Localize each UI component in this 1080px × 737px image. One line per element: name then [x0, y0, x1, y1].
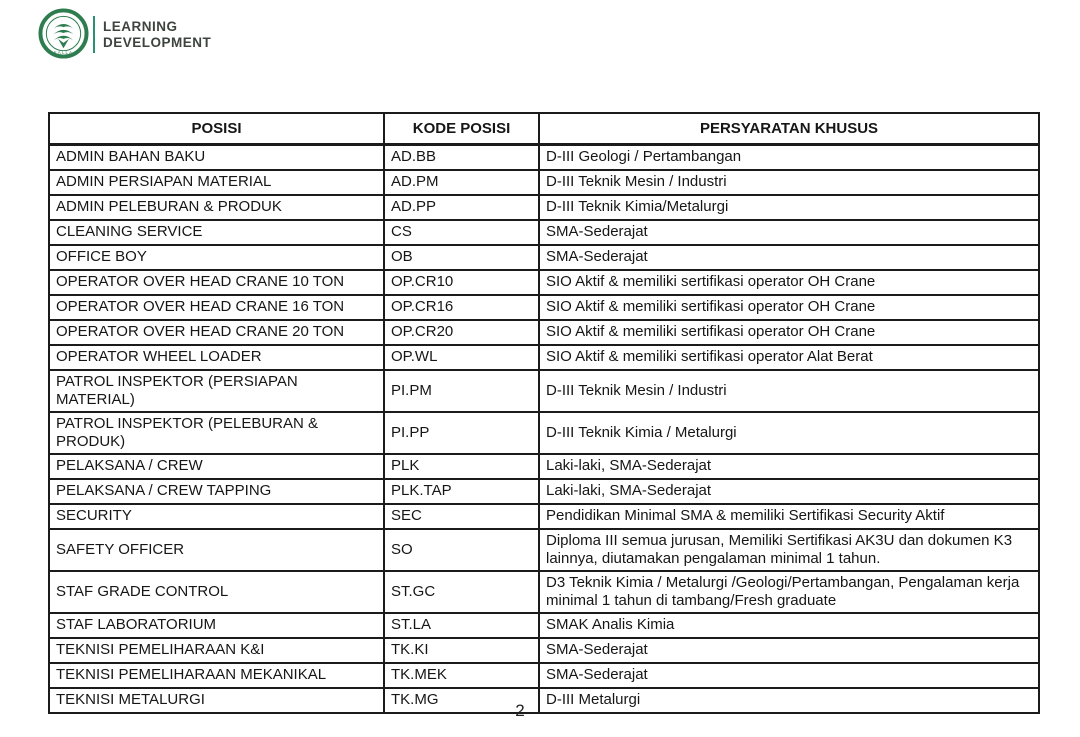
- cell-posisi: OPERATOR OVER HEAD CRANE 20 TON: [49, 320, 384, 345]
- cell-persyaratan-khusus: SMA-Sederajat: [539, 220, 1039, 245]
- cell-kode-posisi: PI.PP: [384, 412, 539, 454]
- cell-kode-posisi: PLK: [384, 454, 539, 479]
- cell-posisi: OPERATOR OVER HEAD CRANE 10 TON: [49, 270, 384, 295]
- cell-kode-posisi: OP.CR10: [384, 270, 539, 295]
- table-row: [49, 479, 1039, 504]
- cell-persyaratan-khusus: SIO Aktif & memiliki sertifikasi operator OH Crane: [539, 320, 1039, 345]
- cell-posisi: SECURITY: [49, 504, 384, 529]
- cell-kode-posisi: TK.KI: [384, 638, 539, 663]
- cell-posisi: PELAKSANA / CREW TAPPING: [49, 479, 384, 504]
- table-row: [49, 245, 1039, 270]
- cell-posisi: TEKNISI PEMELIHARAAN MEKANIKAL: [49, 663, 384, 688]
- table-row: [49, 613, 1039, 638]
- table-row: [49, 638, 1039, 663]
- page-number: 2: [515, 701, 525, 720]
- cell-kode-posisi: SO: [384, 529, 539, 571]
- table-row: [49, 170, 1039, 195]
- table-row: [49, 220, 1039, 245]
- cell-posisi: OPERATOR WHEEL LOADER: [49, 345, 384, 370]
- table-row: [49, 454, 1039, 479]
- table-row: [49, 195, 1039, 220]
- cell-kode-posisi: TK.MG: [384, 688, 539, 713]
- brand-title-line1: LEARNING: [103, 19, 178, 34]
- table-row: [49, 529, 1039, 571]
- positions-table: [48, 112, 1040, 714]
- cell-kode-posisi: OB: [384, 245, 539, 270]
- cell-kode-posisi: OP.CR20: [384, 320, 539, 345]
- cell-kode-posisi: AD.PM: [384, 170, 539, 195]
- table-row: [49, 270, 1039, 295]
- cell-posisi: OPERATOR OVER HEAD CRANE 16 TON: [49, 295, 384, 320]
- cell-posisi: STAF GRADE CONTROL: [49, 571, 384, 613]
- cell-persyaratan-khusus: D-III Teknik Mesin / Industri: [539, 170, 1039, 195]
- table-row: [49, 370, 1039, 412]
- cell-persyaratan-khusus: SMA-Sederajat: [539, 638, 1039, 663]
- col-header-posisi: POSISI: [49, 113, 384, 145]
- cell-persyaratan-khusus: SIO Aktif & memiliki sertifikasi operator Alat Berat: [539, 345, 1039, 370]
- cell-persyaratan-khusus: D3 Teknik Kimia / Metalurgi /Geologi/Pertambangan, Pengalaman kerja minimal 1 tahun di tambang/Fresh graduate: [539, 571, 1039, 613]
- learning-development-logo-icon: [38, 8, 89, 61]
- cell-persyaratan-khusus: Diploma III semua jurusan, Memiliki Sertifikasi AK3U dan dokumen K3 lainnya, diutamakan pengalaman minimal 1 tahun.: [539, 529, 1039, 571]
- cell-persyaratan-khusus: SMA-Sederajat: [539, 663, 1039, 688]
- cell-kode-posisi: ST.GC: [384, 571, 539, 613]
- cell-kode-posisi: ST.LA: [384, 613, 539, 638]
- cell-posisi: ADMIN BAHAN BAKU: [49, 145, 384, 171]
- cell-posisi: OFFICE BOY: [49, 245, 384, 270]
- table-row: [49, 412, 1039, 454]
- col-header-persyaratan-khusus: PERSYARATAN KHUSUS: [539, 113, 1039, 145]
- cell-kode-posisi: PI.PM: [384, 370, 539, 412]
- cell-persyaratan-khusus: D-III Teknik Kimia/Metalurgi: [539, 195, 1039, 220]
- table-header-row: [49, 113, 1039, 145]
- cell-kode-posisi: TK.MEK: [384, 663, 539, 688]
- cell-persyaratan-khusus: Laki-laki, SMA-Sederajat: [539, 454, 1039, 479]
- cell-persyaratan-khusus: SIO Aktif & memiliki sertifikasi operator OH Crane: [539, 270, 1039, 295]
- cell-persyaratan-khusus: D-III Teknik Mesin / Industri: [539, 370, 1039, 412]
- cell-posisi: ADMIN PERSIAPAN MATERIAL: [49, 170, 384, 195]
- table-row: [49, 504, 1039, 529]
- cell-persyaratan-khusus: Pendidikan Minimal SMA & memiliki Sertifikasi Security Aktif: [539, 504, 1039, 529]
- cell-posisi: TEKNISI METALURGI: [49, 688, 384, 713]
- cell-posisi: TEKNISI PEMELIHARAAN K&I: [49, 638, 384, 663]
- cell-persyaratan-khusus: Laki-laki, SMA-Sederajat: [539, 479, 1039, 504]
- cell-persyaratan-khusus: D-III Metalurgi: [539, 688, 1039, 713]
- cell-kode-posisi: CS: [384, 220, 539, 245]
- cell-kode-posisi: OP.WL: [384, 345, 539, 370]
- cell-posisi: STAF LABORATORIUM: [49, 613, 384, 638]
- cell-posisi: PELAKSANA / CREW: [49, 454, 384, 479]
- cell-persyaratan-khusus: D-III Teknik Kimia / Metalurgi: [539, 412, 1039, 454]
- cell-persyaratan-khusus: D-III Geologi / Pertambangan: [539, 145, 1039, 171]
- table-body: [49, 145, 1039, 714]
- cell-persyaratan-khusus: SMAK Analis Kimia: [539, 613, 1039, 638]
- table-row: [49, 345, 1039, 370]
- cell-posisi: PATROL INSPEKTOR (PELEBURAN & PRODUK): [49, 412, 384, 454]
- table-row: [49, 320, 1039, 345]
- cell-persyaratan-khusus: SMA-Sederajat: [539, 245, 1039, 270]
- cell-kode-posisi: AD.PP: [384, 195, 539, 220]
- cell-kode-posisi: AD.BB: [384, 145, 539, 171]
- brand-title-line2: DEVELOPMENT: [103, 34, 212, 50]
- cell-kode-posisi: PLK.TAP: [384, 479, 539, 504]
- logo-divider: [93, 16, 95, 53]
- cell-kode-posisi: SEC: [384, 504, 539, 529]
- table-row: [49, 571, 1039, 613]
- col-header-kode-posisi: KODE POSISI: [384, 113, 539, 145]
- cell-persyaratan-khusus: SIO Aktif & memiliki sertifikasi operator OH Crane: [539, 295, 1039, 320]
- cell-posisi: CLEANING SERVICE: [49, 220, 384, 245]
- cell-posisi: SAFETY OFFICER: [49, 529, 384, 571]
- brand-header: [38, 8, 211, 61]
- table-row: [49, 663, 1039, 688]
- table-row: [49, 295, 1039, 320]
- cell-kode-posisi: OP.CR16: [384, 295, 539, 320]
- brand-title: [103, 19, 211, 50]
- cell-posisi: PATROL INSPEKTOR (PERSIAPAN MATERIAL): [49, 370, 384, 412]
- emblem-text: KALLA: [53, 49, 74, 55]
- table-row: [49, 145, 1039, 171]
- cell-posisi: ADMIN PELEBURAN & PRODUK: [49, 195, 384, 220]
